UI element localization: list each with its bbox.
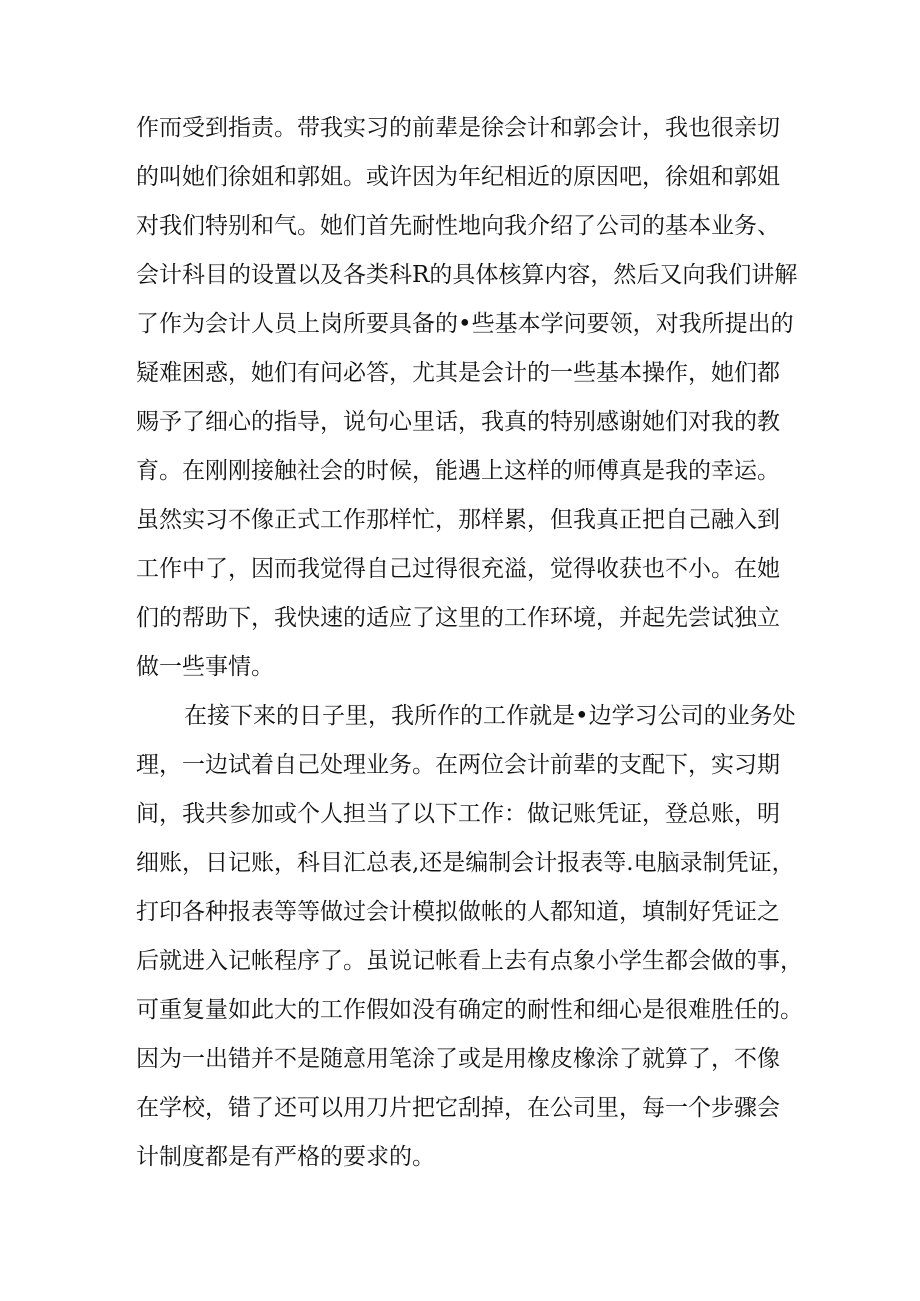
text-line: 打印各种报表等等做过会计模拟做帐的人都知道，填制好凭证之 — [136, 899, 780, 925]
text-line: 计制度都是有严格的要求的。 — [136, 1144, 435, 1170]
text-line: 的叫她们徐姐和郭姐。或许因为年纪相近的原因吧，徐姐和郭姐 — [136, 164, 780, 190]
text-line: 可重复量如此大的工作假如没有确定的耐性和细心是很难胜任的。 — [136, 997, 803, 1023]
text-line: 们的帮助下，我快速的适应了这里的工作环境，并起先尝试独立 — [136, 605, 780, 631]
paragraph-first-line: 在接下来的日子里，我所作的工作就是•边学习公司的业务处 — [184, 703, 796, 729]
text-line: 后就进入记帐程序了。虽说记帐看上去有点象小学生都会做的事， — [136, 948, 803, 974]
text-line: 理，一边试着自己处理业务。在两位会计前辈的支配下，实习期 — [136, 752, 780, 778]
text-line: 虽然实习不像正式工作那样忙，那样累，但我真正把自己融入到 — [136, 507, 780, 533]
text-line: 作而受到指责。带我实习的前辈是徐会计和郭会计，我也很亲切 — [136, 115, 780, 141]
text-line: 在学校，错了还可以用刀片把它刮掉，在公司里，每一个步骤会 — [136, 1095, 780, 1121]
text-line: 做一些事情。 — [136, 654, 274, 680]
text-line: 疑难困惑，她们有问必答，尤其是会计的一些基本操作，她们都 — [136, 360, 780, 386]
text-line: 工作中了，因而我觉得自己过得很充溢，觉得收获也不小。在她 — [136, 556, 780, 582]
text-line: 赐予了细心的指导，说句心里话，我真的特别感谢她们对我的教 — [136, 409, 780, 435]
text-line: 间，我共参加或个人担当了以下工作：做记账凭证，登总账，明 — [136, 801, 780, 827]
text-line: 因为一出错并不是随意用笔涂了或是用橡皮橡涂了就算了，不像 — [136, 1046, 780, 1072]
text-line: 育。在刚刚接触社会的时候，能遇上这样的师傅真是我的幸运。 — [136, 458, 780, 484]
text-line: 细账，日记账，科目汇总表,还是编制会计报表等.电脑录制凭证， — [136, 850, 795, 876]
text-line: 会计科目的设置以及各类科R的具体核算内容，然后又向我们讲解 — [136, 262, 798, 288]
text-line: 了作为会计人员上岗所要具备的•些基本学问要领，对我所提出的 — [136, 311, 794, 337]
text-line: 对我们特别和气。她们首先耐性地向我介绍了公司的基本业务、 — [136, 213, 780, 239]
